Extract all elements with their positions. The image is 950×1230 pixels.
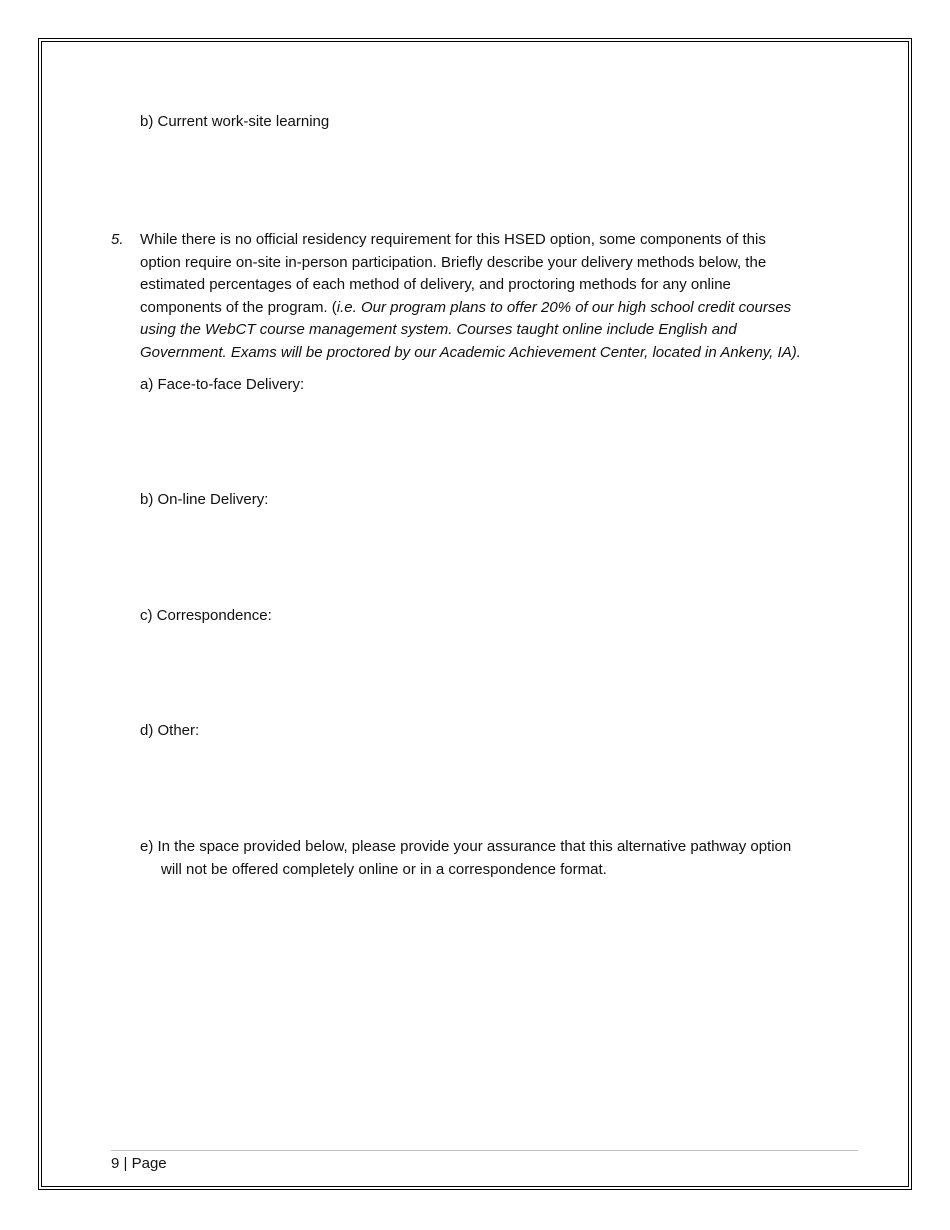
assurance-line: will not be offered completely online or in a correspondence format. bbox=[161, 860, 607, 878]
question-number: 5. bbox=[111, 231, 124, 248]
question-5-plain-text: components of the program. ( bbox=[140, 298, 337, 316]
question-5-line: estimated percentages of each method of delivery, and proctoring methods for any online bbox=[140, 276, 731, 293]
question-5-line: option require on-site in-person participation. Briefly describe your delivery methods below, the bbox=[140, 253, 767, 271]
assurance-line: e) In the space provided below, please provide your assurance that this alternative pathway option bbox=[140, 838, 792, 855]
footer-divider bbox=[111, 1150, 858, 1151]
worksite-learning-label: b) Current work-site learning bbox=[140, 113, 330, 130]
page-footer bbox=[111, 1153, 167, 1175]
question-5-line bbox=[140, 342, 840, 365]
question-5-line: While there is no official residency requirement for this HSED option, some components of this bbox=[140, 231, 766, 248]
page-number: 9 bbox=[111, 1155, 120, 1172]
question-5-text bbox=[140, 229, 840, 364]
correspondence-label: c) Correspondence: bbox=[140, 607, 272, 624]
question-5-line bbox=[140, 297, 840, 320]
page-label: Page bbox=[131, 1155, 167, 1172]
online-delivery-label: b) On-line Delivery: bbox=[140, 491, 269, 508]
question-5-line bbox=[140, 319, 840, 342]
question-5-example-text: using the WebCT course management system. Courses taught online include English and bbox=[140, 321, 737, 338]
other-delivery-label: d) Other: bbox=[140, 722, 200, 739]
question-5-example-text: Government. Exams will be proctored by our Academic Achievement Center, located in Ankeny, IA). bbox=[140, 343, 801, 361]
assurance-prompt bbox=[140, 836, 840, 881]
footer-separator: | bbox=[123, 1155, 128, 1172]
question-5-example-text: i.e. Our program plans to offer 20% of our high school credit courses bbox=[336, 298, 792, 316]
face-to-face-delivery-label: a) Face-to-face Delivery: bbox=[140, 376, 305, 393]
